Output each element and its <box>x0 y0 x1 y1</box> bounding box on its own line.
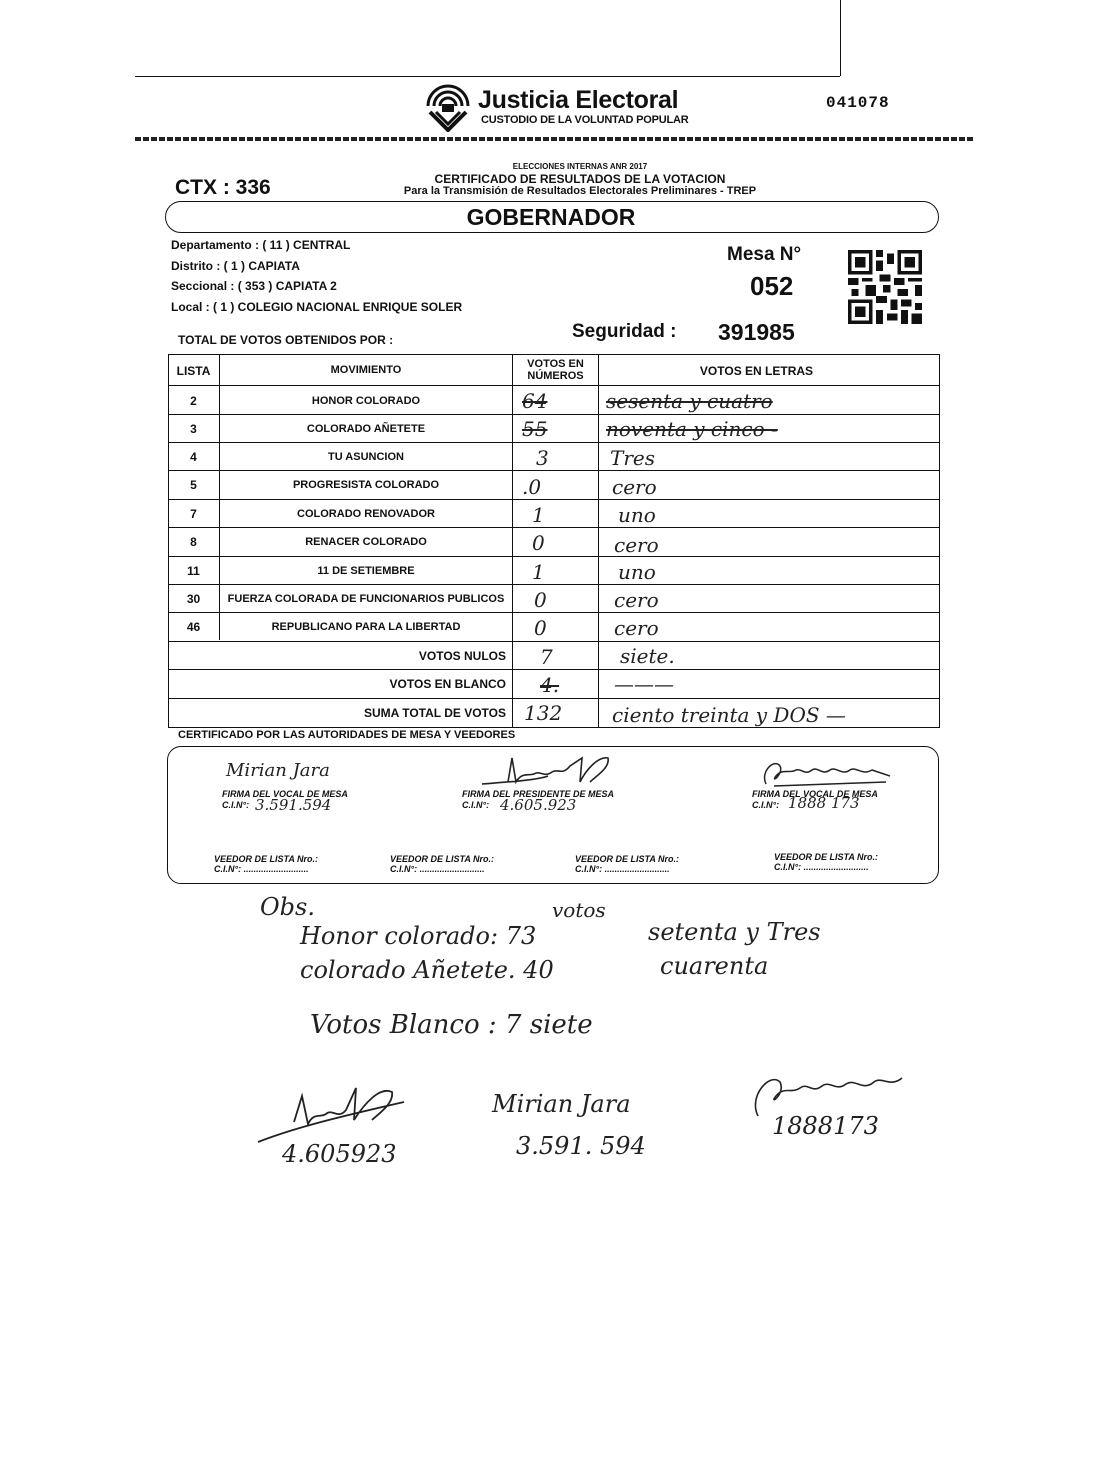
row-letras: uno <box>618 560 656 584</box>
departamento: Departamento : ( 11 ) CENTRAL <box>171 238 351 252</box>
votos-blanco-numero: 4. <box>540 673 560 697</box>
seguridad-number: 391985 <box>718 319 795 345</box>
row-numero: 0 <box>534 588 547 612</box>
col-divider <box>512 355 513 727</box>
obs-vocal1-cin: 3.591. 594 <box>516 1132 646 1160</box>
header-votos-letras: VOTOS EN LETRAS <box>699 364 814 378</box>
obs-line-2-words: cuarenta <box>660 952 769 980</box>
veedor-caption: VEEDOR DE LISTA Nro.: <box>390 854 495 864</box>
corner-line <box>840 0 841 76</box>
president-signature <box>478 752 618 792</box>
mesa-number: 052 <box>750 271 794 301</box>
row-lista: 5 <box>190 478 197 492</box>
logo-title: Justicia Electoral <box>478 86 679 114</box>
qr-code-icon <box>848 250 922 324</box>
top-rule <box>135 76 840 77</box>
vocal2-signature <box>756 754 896 792</box>
row-movimiento: PROGRESISTA COLORADO <box>292 479 440 491</box>
row-numero: .0 <box>522 475 542 499</box>
row-movimiento: RENACER COLORADO <box>305 536 427 548</box>
row-line <box>168 385 939 386</box>
justicia-electoral-logo-icon <box>424 84 472 132</box>
veedor-caption: VEEDOR DE LISTA Nro.: <box>774 852 879 862</box>
obs-line-2: colorado Añetete. 40 <box>300 956 554 984</box>
veedor-cin: C.I.N°: .......................... <box>214 864 309 874</box>
row-letras: cero <box>614 588 659 612</box>
row-lista: 4 <box>190 450 197 464</box>
row-lista: 46 <box>186 620 201 634</box>
row-lista: 11 <box>187 564 200 578</box>
vocal2-caption: FIRMA DEL VOCAL DE MESA <box>752 789 878 799</box>
row-movimiento: 11 DE SETIEMBRE <box>317 565 415 577</box>
row-numero: 1 <box>532 560 545 584</box>
header-lista: LISTA <box>176 364 211 378</box>
row-numero: 1 <box>532 503 545 527</box>
obs-vocal1-name: Mirian Jara <box>492 1090 631 1118</box>
row-movimiento: COLORADO AÑETETE <box>306 423 426 435</box>
vocal1-cin: 3.591.594 <box>255 796 332 814</box>
president-cin: 4.605.923 <box>500 796 577 814</box>
votos-nulos-numero: 7 <box>540 645 553 669</box>
header-movimiento: MOVIMIENTO <box>330 364 402 376</box>
row-numero: 0 <box>534 616 547 640</box>
obs-label: Obs. <box>260 893 315 921</box>
seccional: Seccional : ( 353 ) CAPIATA 2 <box>171 279 337 293</box>
obs-line-1-words: setenta y Tres <box>648 918 821 946</box>
cargo-title: GOBERNADOR <box>466 204 636 230</box>
row-letras: Tres <box>610 446 655 470</box>
veedor-caption: VEEDOR DE LISTA Nro.: <box>575 854 680 864</box>
certificate-title: CERTIFICADO DE RESULTADOS DE LA VOTACION <box>434 172 726 186</box>
vocal1-caption: FIRMA DEL VOCAL DE MESA <box>222 789 348 799</box>
dashed-rule <box>135 137 975 141</box>
row-movimiento: HONOR COLORADO <box>311 395 421 407</box>
elections-title: ELECCIONES INTERNAS ANR 2017 <box>512 162 648 171</box>
votos-blanco-label: VOTOS EN BLANCO <box>389 677 506 691</box>
row-letras: sesenta y cuatro <box>606 389 773 413</box>
obs-votos-word: votos <box>552 898 606 922</box>
votos-blanco-letras: ——— <box>614 672 674 696</box>
seguridad-label: Seguridad : <box>572 321 677 342</box>
row-letras: noventa y cinco - <box>606 417 778 441</box>
suma-total-numero: 132 <box>524 701 563 725</box>
certified-by-label: CERTIFICADO POR LAS AUTORIDADES DE MESA Y VEEDORES <box>178 729 516 741</box>
row-letras: cero <box>614 533 659 557</box>
vocal2-cin-label: C.I.N°: <box>752 800 780 810</box>
row-numero: 0 <box>532 531 545 555</box>
row-lista: 30 <box>186 592 201 606</box>
veedor-cin: C.I.N°: .......................... <box>390 864 485 874</box>
vocal1-cin-label: C.I.N°: <box>222 800 250 810</box>
row-numero: 55 <box>522 417 548 441</box>
row-lista: 8 <box>190 535 197 549</box>
document-number: 041078 <box>826 94 890 112</box>
header-votos-numeros: VOTOS EN NÚMEROS <box>527 358 584 382</box>
obs-line-1: Honor colorado: 73 <box>300 922 537 950</box>
distrito: Distrito : ( 1 ) CAPIATA <box>171 259 300 273</box>
president-caption: FIRMA DEL PRESIDENTE DE MESA <box>462 789 615 799</box>
veedor-cin: C.I.N°: .......................... <box>774 862 869 872</box>
mesa-label: Mesa N° <box>727 244 802 265</box>
obs-president-cin: 4.605923 <box>282 1140 397 1168</box>
ctx-code: CTX : 336 <box>175 176 271 199</box>
votos-nulos-letras: siete. <box>620 644 675 668</box>
row-letras: cero <box>612 475 657 499</box>
col-divider <box>598 355 599 727</box>
row-lista: 7 <box>190 507 197 521</box>
president-cin-label: C.I.N°: <box>462 800 490 810</box>
row-lista: 2 <box>190 394 197 408</box>
row-letras: uno <box>618 503 656 527</box>
total-label: TOTAL DE VOTOS OBTENIDOS POR : <box>178 333 394 347</box>
certificate-subtitle: Para la Transmisión de Resultados Electorales Preliminares - TREP <box>403 185 757 197</box>
veedor-caption: VEEDOR DE LISTA Nro.: <box>214 854 319 864</box>
row-numero: 3 <box>536 446 549 470</box>
row-movimiento: TU ASUNCION <box>328 451 404 463</box>
row-movimiento: REPUBLICANO PARA LA LIBERTAD <box>271 621 461 633</box>
suma-total-letras: ciento treinta y DOS — <box>612 703 846 727</box>
vocal2-cin: 1888 173 <box>788 794 860 812</box>
row-numero: 64 <box>522 389 548 413</box>
obs-vocal2-signature <box>746 1060 916 1120</box>
row-lista: 3 <box>190 422 197 436</box>
suma-total-label: SUMA TOTAL DE VOTOS <box>363 706 506 720</box>
veedor-cin: C.I.N°: .......................... <box>575 864 670 874</box>
logo-subtitle: CUSTODIO DE LA VOLUNTAD POPULAR <box>481 114 689 126</box>
obs-vocal2-cin: 1888173 <box>772 1112 879 1140</box>
local: Local : ( 1 ) COLEGIO NACIONAL ENRIQUE SOLER <box>171 300 463 314</box>
row-movimiento: FUERZA COLORADA DE FUNCIONARIOS PUBLICOS <box>227 593 505 605</box>
obs-line-3: Votos Blanco : 7 siete <box>310 1010 593 1040</box>
row-movimiento: COLORADO RENOVADOR <box>297 508 435 520</box>
vocal1-signature: Mirian Jara <box>226 760 330 781</box>
votos-nulos-label: VOTOS NULOS <box>418 649 506 663</box>
row-letras: cero <box>614 616 659 640</box>
obs-president-signature <box>254 1078 414 1148</box>
